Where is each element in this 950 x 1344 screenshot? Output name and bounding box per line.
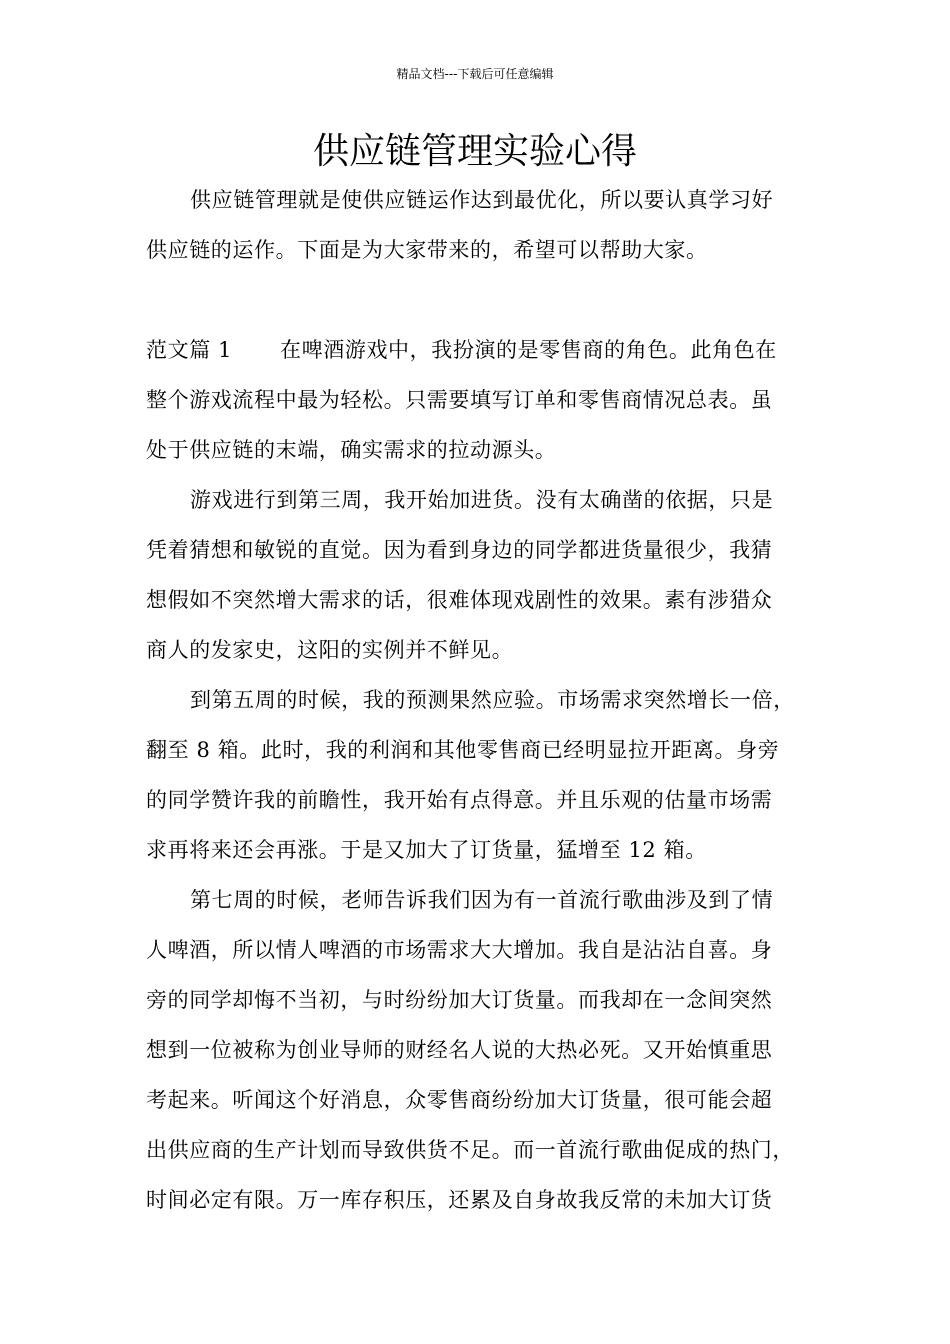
paragraph-line: 想到一位被称为创业导师的财经名人说的大热必死。又开始慎重思 — [146, 1038, 773, 1062]
essay-first-line — [146, 336, 836, 364]
paragraph-line: 翻至 8 箱。此时，我的利润和其他零售商已经明显拉开距离。身旁 — [146, 738, 780, 762]
paragraph-line: 出供应商的生产计划而导致供货不足。而一首流行歌曲促成的热门， — [146, 1138, 794, 1162]
paragraph-line: 想假如不突然增大需求的话，很难体现戏剧性的效果。素有涉猎众 — [146, 588, 773, 612]
paragraph-line: 凭着猜想和敏锐的直觉。因为看到身边的同学都进货量很少，我猜 — [146, 538, 773, 562]
paragraph-line: 的同学赞许我的前瞻性，我开始有点得意。并且乐观的估量市场需 — [146, 788, 773, 812]
header-note: 精品文档---下载后可任意编辑 — [396, 67, 554, 81]
paragraph-line: 考起来。听闻这个好消息，众零售商纷纷加大订货量，很可能会超 — [146, 1088, 773, 1112]
paragraph-line: 商人的发家史，这阳的实例并不鲜见。 — [146, 638, 514, 662]
intro-line: 供应链的运作。下面是为大家带来的，希望可以帮助大家。 — [146, 238, 708, 262]
document-title: 供应链管理实验心得 — [312, 131, 637, 172]
paragraph-line: 游戏进行到第三周，我开始加进货。没有太确凿的依据，只是 — [190, 488, 774, 512]
paragraph-line: 时间必定有限。万一库存积压，还累及自身故我反常的未加大订货 — [146, 1188, 773, 1212]
paragraph-line: 求再将来还会再涨。于是又加大了订货量，猛增至 12 箱。 — [146, 838, 707, 862]
paragraph-line: 整个游戏流程中最为轻松。只需要填写订单和零售商情况总表。虽 — [146, 388, 773, 412]
intro-line: 供应链管理就是使供应链运作达到最优化，所以要认真学习好 — [190, 188, 774, 212]
paragraph-line: 旁的同学却悔不当初，与时纷纷加大订货量。而我却在一念间突然 — [146, 988, 773, 1012]
paragraph-line: 第七周的时候，老师告诉我们因为有一首流行歌曲涉及到了情 — [190, 888, 774, 912]
essay-first-line-text: 在啤酒游戏中，我扮演的是零售商的角色。此角色在 — [280, 338, 777, 362]
paragraph-line: 人啤酒，所以情人啤酒的市场需求大大增加。我自是沾沾自喜。身 — [146, 938, 773, 962]
paragraph-line: 到第五周的时候，我的预测果然应验。市场需求突然增长一倍， — [190, 688, 795, 712]
essay-label: 范文篇 1 — [146, 338, 233, 362]
paragraph-line: 处于供应链的末端，确实需求的拉动源头。 — [146, 438, 557, 462]
